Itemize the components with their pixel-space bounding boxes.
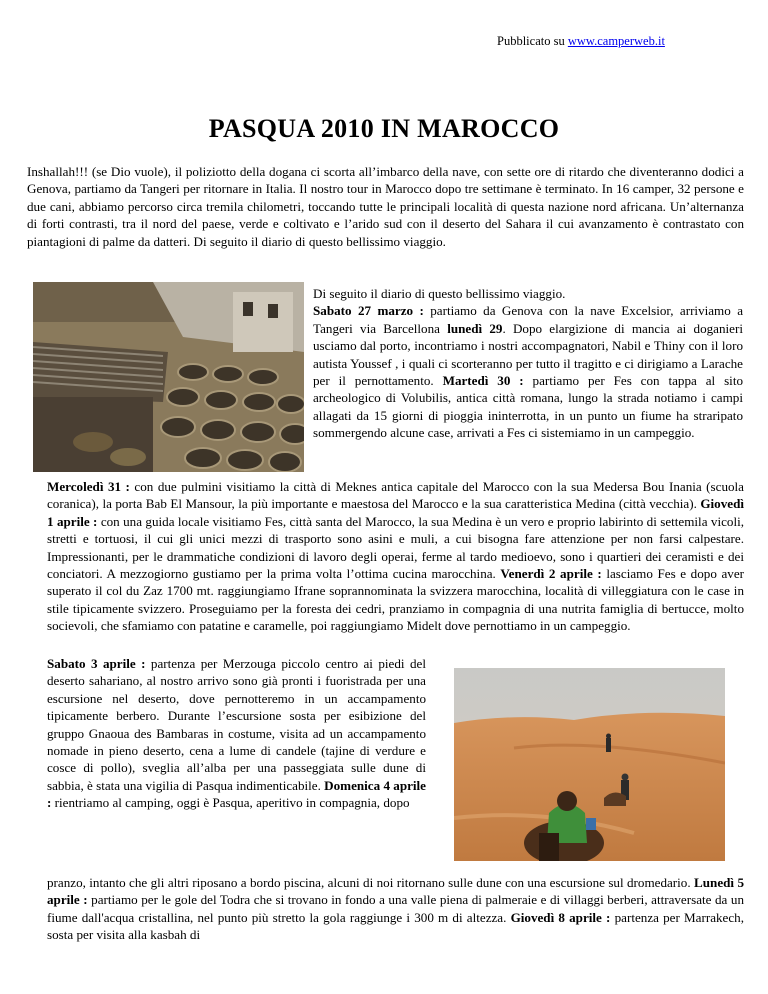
side1-intro-text: Di seguito il diario di questo bellissimo viaggio. xyxy=(313,286,566,301)
mid-text-1: con due pulmini visitiamo la città di Meknes antica capitale del Marocco con la sua Medersa Bou Inania (scuola coranica), la porta Bab El Mansour, la più importante e maestosa del Marocco e la sua caratteristica Medina (città vecchia). xyxy=(47,479,744,512)
side2-text-2: rientriamo al camping, oggi è Pasqua, aperitivo in compagnia, dopo xyxy=(51,795,410,811)
side-paragraph-1 xyxy=(313,285,743,442)
date-giovedi-1: Giovedì 1 aprile : xyxy=(47,496,744,529)
publication-header xyxy=(497,34,665,49)
mid-text-3: lasciamo Fes e dopo aver superato il col du Zaz 1700 mt. raggiungiamo Ifrane soprannominata la svizzera marocchina, località di villeggiatura con le case in stile tipicamente svizzero. Proseguiamo per la foresta dei cedri, pranziamo in compagnia di una nutrita famiglia di bertucce, molto socievoli, che sfamiamo con patatine e caramelle, poi raggiungiamo Midelt dove pernottiamo in un campeggio. xyxy=(47,566,744,634)
mid-paragraph xyxy=(47,478,744,635)
desert-camel-photo xyxy=(454,668,725,861)
bottom-text-1: pranzo, intanto che gli altri riposano a bordo piscina, alcuni di noi ritornano sulle dune con una escursione sul dromedario. xyxy=(47,875,695,890)
date-venerdi-2: Venerdì 2 aprile : xyxy=(500,566,602,582)
tannery-image xyxy=(33,282,304,472)
side2-text-1: partenza per Merzouga piccolo centro ai piedi del deserto sahariano, al nostro arrivo sono già pronti i fuoristrada per una escursione nel deserto, dove pernotteremo in un accampamento tipicamente berbero. Durante l’escursione sosta per esibizione del gruppo Gnaoua des Bambaras in costume, visita ad un accampamento nomade in pieno deserto, cena a lume di candele (tajine di verdure e cosce di pollo), sveglia all’alba per una passeggiata sulle dune di sabbia, è stata una vigilia di Pasqua indimenticabile. xyxy=(47,656,426,793)
page-title: PASQUA 2010 IN MAROCCO xyxy=(208,114,560,143)
date-martedi-30: Martedì 30 : xyxy=(442,373,524,389)
side-paragraph-2 xyxy=(47,655,426,812)
bottom-text-3: partenza per Marrakech, sosta per visita alla kasbah di xyxy=(47,909,745,943)
side1-text-3: partiamo per Fes con tappa al sito archeologico di Volubilis, antica città romana, lungo la strada notiamo i campi allagati da 15 giorni di pioggia ininterrotta, in un punto un fiume ha straripato sommergendo alcune case, arrivati a Fes ci sistemiamo in un campeggio. xyxy=(313,373,744,441)
bottom-paragraph xyxy=(47,874,744,944)
date-sabato-27: Sabato 27 marzo : xyxy=(313,303,424,319)
date-lunedi-5: Lunedì 5 aprile : xyxy=(47,875,744,908)
date-giovedi-8: Giovedì 8 aprile : xyxy=(510,909,611,925)
date-lunedi-29: lunedì 29 xyxy=(447,320,503,336)
desert-image xyxy=(454,668,725,861)
header-prefix: Pubblicato su xyxy=(497,34,565,48)
date-mercoledi-31: Mercoledì 31 : xyxy=(47,479,130,494)
side1-text-1: partiamo da Genova con la nave Excelsior, arriviamo a Tangeri via Barcellona xyxy=(313,303,743,336)
intro-paragraph: Inshallah!!! (se Dio vuole), il poliziotto della dogana ci scorta all’imbarco della nave, con sette ore di ritardo che diventeranno dodici a Genova, partiamo da Tangeri per ritornare in Italia. Il nostro tour in Marocco dopo tre settimane è terminato. In 16 camper, 32 persone e due cani, abbiamo percorso circa tremila chilometri, toccando tutte le principali località di questa nazione nord africana. Un’alternanza di forti contrasti, tra il nord del paese, verde e coltivato e l’arido sud con il deserto del Sahara il cui avanzamento è contrastato con piantagioni di palme da datteri. Di seguito il diario di questo bellissimo viaggio. xyxy=(27,164,744,249)
date-sabato-3: Sabato 3 aprile : xyxy=(47,656,146,671)
bottom-text-2: partiamo per le gole del Todra che si trovano in fondo a una valle piena di palmeraie e di villaggi berberi, attraversate da un fiume dall'acqua cristallina, nel punto più stretto la gola raggiunge i 300 m di altezza. xyxy=(47,892,744,925)
camperweb-link[interactable]: www.camperweb.it xyxy=(567,34,665,48)
date-domenica-4: Domenica 4 aprile : xyxy=(47,777,426,811)
mid-text-2: con una guida locale visitiamo Fes, città santa del Marocco, la sua Medina è un vero e proprio labirinto di settemila vicoli, stretti e tortuosi, il cui gli unici mezzi di trasporto sono asini e muli, a cui bisogna fare attenzione per non farsi calpestare. Impressionanti, per le drammatiche condizioni di lavoro degli operai, ferme al tardo medioevo, sono i quartieri dei ceramisti e dei conciatori. A mezzogiorno gustiamo per la prima volta l’ottima cucina marocchina. xyxy=(47,513,744,582)
side1-text-2: . Dopo elargizione di mancia ai doganieri usciamo dal porto, incontriamo i nostri accompagnatori, Nabil e Thiny con il loro autista Youssef , i quali ci scorteranno per tutto il tragitto e ci dirigiamo a Larache per il pernottamento. xyxy=(313,320,743,389)
fes-tannery-photo xyxy=(33,282,304,472)
